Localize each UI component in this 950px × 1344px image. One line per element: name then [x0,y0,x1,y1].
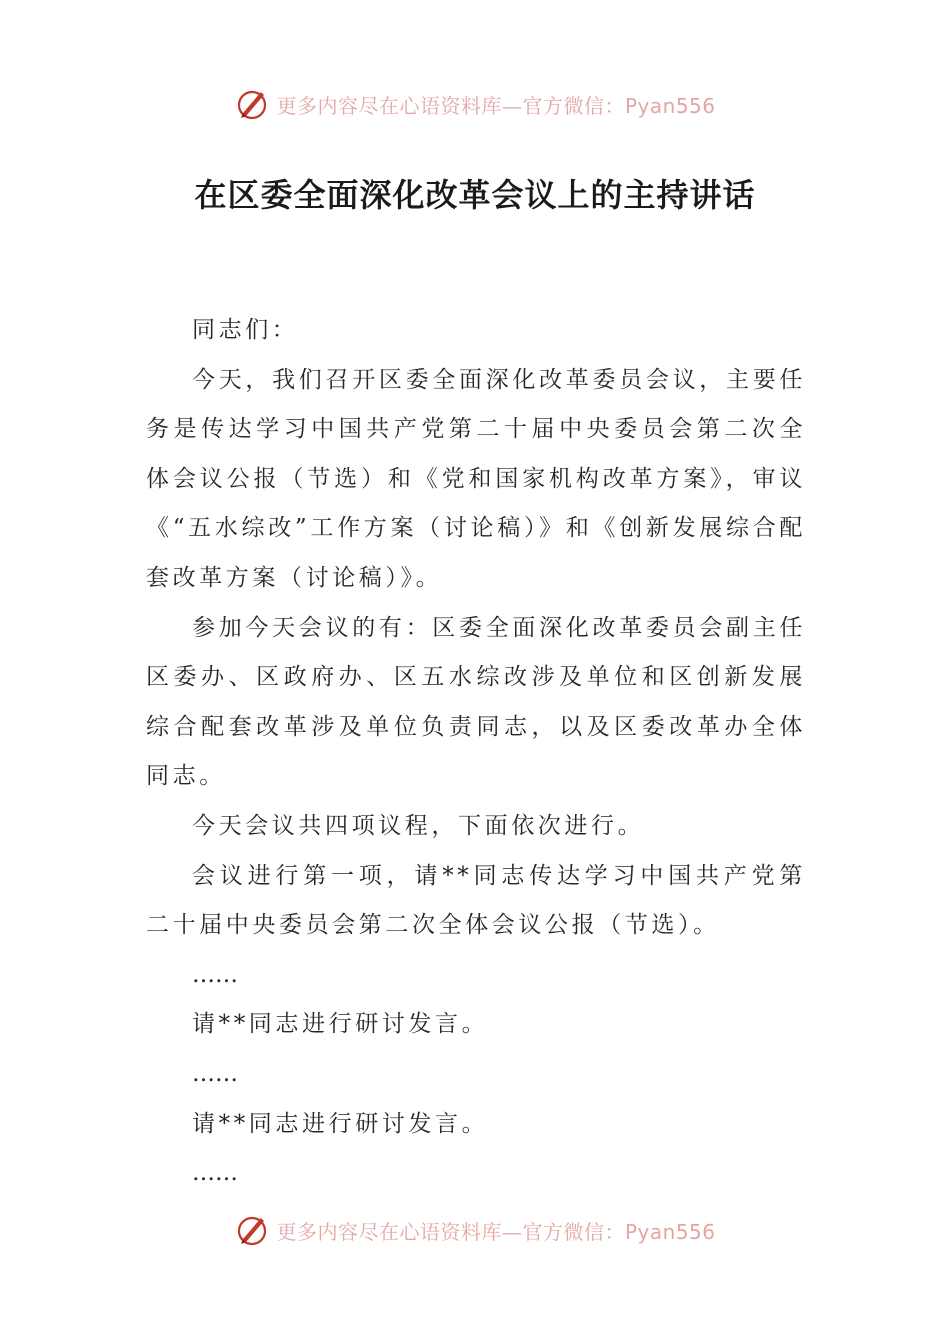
paragraph: 请**同志进行研讨发言。 [192,1110,489,1137]
ellipsis-line: …… [192,1060,238,1087]
wechat-id: Pyan556 [624,93,716,118]
ellipsis-line: …… [192,961,238,988]
pen-logo-icon [234,1212,270,1248]
document-body [146,306,806,1199]
footer-watermark [0,1210,950,1250]
document-title: 在区委全面深化改革会议上的主持讲话 [194,176,756,214]
header-watermark [0,84,950,124]
paragraph-salutation: 同志们： [192,317,299,343]
pen-logo-icon [234,86,270,122]
paragraph: 会议进行第一项，请**同志传达学习中国共产党第二十届中央委员会第二次全体会议公报（节选）。 [146,862,806,939]
paragraph: 参加今天会议的有：区委全面深化改革委员会副主任区委办、区政府办、区五水综改涉及单位和区创新发展综合配套改革涉及单位负责同志，以及区委改革办全体同志。 [146,614,806,790]
watermark-text: 更多内容尽在心语资料库—官方微信：Pyan556 [276,93,716,118]
paragraph: 请**同志进行研讨发言。 [192,1011,489,1038]
paragraph: 今天会议共四项议程，下面依次进行。 [192,812,645,839]
watermark-text: 更多内容尽在心语资料库—官方微信：Pyan556 [276,1219,716,1244]
paragraph: 今天，我们召开区委全面深化改革委员会议，主要任务是传达学习中国共产党第二十届中央委员会第二次全体会议公报（节选）和《党和国家机构改革方案》，审议《“五水综改”工作方案（讨论稿）》和《创新发展综合配套改革方案（讨论稿）》。 [146,366,806,591]
ellipsis-line: …… [192,1160,238,1187]
wechat-id: Pyan556 [624,1219,716,1244]
